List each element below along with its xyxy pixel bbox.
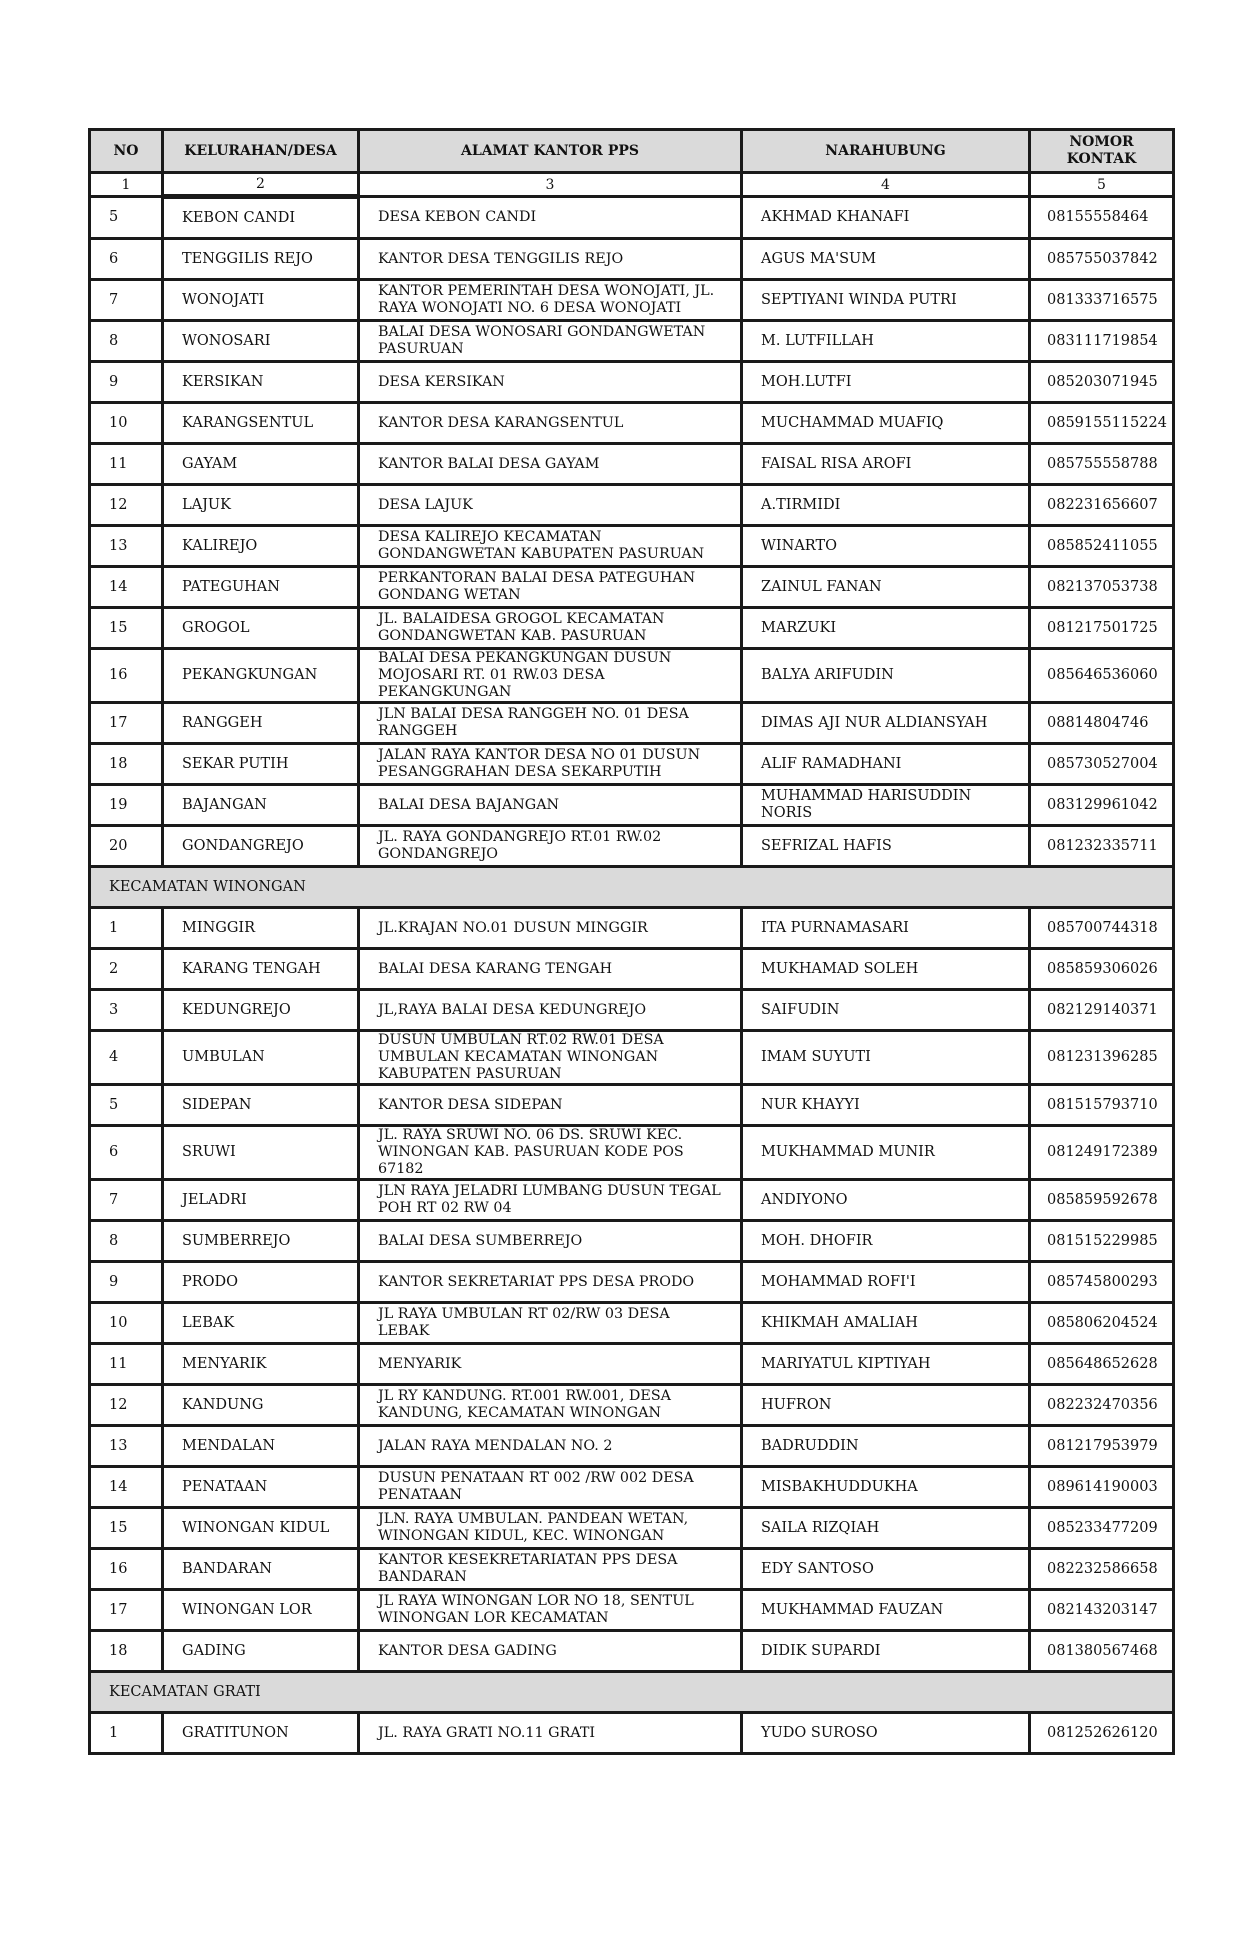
- column-number: 5: [1030, 173, 1174, 197]
- table-row: [90, 1631, 1174, 1672]
- section-row: [90, 1672, 1174, 1713]
- table-row: [90, 649, 1174, 703]
- cell-phone: 081380567468: [1030, 1631, 1174, 1672]
- cell-village: PENATAAN: [163, 1467, 359, 1508]
- section-row: [90, 867, 1174, 908]
- table-row: [90, 744, 1174, 785]
- cell-address: BALAI DESA BAJANGAN: [359, 785, 742, 826]
- cell-address: JL RAYA WINONGAN LOR NO 18, SENTUL WINONGAN LOR KECAMATAN: [359, 1590, 742, 1631]
- cell-contact-person: MARIYATUL KIPTIYAH: [742, 1344, 1030, 1385]
- cell-village: GRATITUNON: [163, 1713, 359, 1754]
- cell-no: 6: [90, 1126, 163, 1180]
- cell-phone: 082232470356: [1030, 1385, 1174, 1426]
- cell-contact-person: DIDIK SUPARDI: [742, 1631, 1030, 1672]
- cell-contact-person: SAIFUDIN: [742, 990, 1030, 1031]
- cell-no: 11: [90, 444, 163, 485]
- table-row: [90, 608, 1174, 649]
- cell-village: WINONGAN KIDUL: [163, 1508, 359, 1549]
- cell-address: DESA KEBON CANDI: [359, 197, 742, 239]
- cell-address: KANTOR DESA GADING: [359, 1631, 742, 1672]
- cell-no: 3: [90, 990, 163, 1031]
- table-row: [90, 908, 1174, 949]
- cell-phone: 081217501725: [1030, 608, 1174, 649]
- cell-no: 7: [90, 280, 163, 321]
- cell-no: 9: [90, 362, 163, 403]
- cell-phone: 081333716575: [1030, 280, 1174, 321]
- cell-village: KARANG TENGAH: [163, 949, 359, 990]
- cell-village: PRODO: [163, 1262, 359, 1303]
- cell-address: KANTOR SEKRETARIAT PPS DESA PRODO: [359, 1262, 742, 1303]
- cell-no: 17: [90, 703, 163, 744]
- cell-no: 9: [90, 1262, 163, 1303]
- cell-contact-person: YUDO SUROSO: [742, 1713, 1030, 1754]
- cell-no: 16: [90, 649, 163, 703]
- cell-phone: 085730527004: [1030, 744, 1174, 785]
- cell-phone: 081217953979: [1030, 1426, 1174, 1467]
- table-row: [90, 1385, 1174, 1426]
- cell-village: WINONGAN LOR: [163, 1590, 359, 1631]
- table-row: [90, 1713, 1174, 1754]
- cell-village: KEDUNGREJO: [163, 990, 359, 1031]
- cell-no: 15: [90, 608, 163, 649]
- cell-phone: 08155558464: [1030, 197, 1174, 239]
- cell-contact-person: NUR KHAYYI: [742, 1085, 1030, 1126]
- cell-contact-person: DIMAS AJI NUR ALDIANSYAH: [742, 703, 1030, 744]
- cell-contact-person: A.TIRMIDI: [742, 485, 1030, 526]
- cell-village: GADING: [163, 1631, 359, 1672]
- cell-village: MENDALAN: [163, 1426, 359, 1467]
- cell-phone: 085859306026: [1030, 949, 1174, 990]
- cell-contact-person: MUCHAMMAD MUAFIQ: [742, 403, 1030, 444]
- cell-address: KANTOR DESA KARANGSENTUL: [359, 403, 742, 444]
- table-body: [90, 197, 1174, 1754]
- cell-phone: 082232586658: [1030, 1549, 1174, 1590]
- section-title: KECAMATAN GRATI: [90, 1672, 1174, 1713]
- cell-contact-person: MISBAKHUDDUKHA: [742, 1467, 1030, 1508]
- cell-no: 20: [90, 826, 163, 867]
- cell-contact-person: MUKHAMMAD MUNIR: [742, 1126, 1030, 1180]
- cell-no: 18: [90, 744, 163, 785]
- cell-phone: 081515229985: [1030, 1221, 1174, 1262]
- cell-address: DESA KERSIKAN: [359, 362, 742, 403]
- cell-contact-person: AKHMAD KHANAFI: [742, 197, 1030, 239]
- cell-village: SUMBERREJO: [163, 1221, 359, 1262]
- cell-phone: 085233477209: [1030, 1508, 1174, 1549]
- cell-contact-person: MUKHAMAD SOLEH: [742, 949, 1030, 990]
- cell-address: JL. RAYA GONDANGREJO RT.01 RW.02 GONDANGREJO: [359, 826, 742, 867]
- column-number: 1: [90, 173, 163, 197]
- cell-contact-person: MOH. DHOFIR: [742, 1221, 1030, 1262]
- cell-no: 13: [90, 526, 163, 567]
- cell-contact-person: ALIF RAMADHANI: [742, 744, 1030, 785]
- cell-address: KANTOR PEMERINTAH DESA WONOJATI, JL. RAYA WONOJATI NO. 6 DESA WONOJATI: [359, 280, 742, 321]
- cell-contact-person: BALYA ARIFUDIN: [742, 649, 1030, 703]
- cell-contact-person: BADRUDDIN: [742, 1426, 1030, 1467]
- cell-village: WONOJATI: [163, 280, 359, 321]
- table-row: [90, 1426, 1174, 1467]
- cell-phone: 083129961042: [1030, 785, 1174, 826]
- cell-phone: 08814804746: [1030, 703, 1174, 744]
- cell-no: 1: [90, 908, 163, 949]
- cell-address: DESA KALIREJO KECAMATAN GONDANGWETAN KABUPATEN PASURUAN: [359, 526, 742, 567]
- table-row: [90, 1467, 1174, 1508]
- column-number: 2: [163, 173, 359, 197]
- table-row: [90, 1262, 1174, 1303]
- cell-no: 18: [90, 1631, 163, 1672]
- table-row: [90, 1303, 1174, 1344]
- table-row: [90, 1549, 1174, 1590]
- cell-village: SEKAR PUTIH: [163, 744, 359, 785]
- cell-village: KERSIKAN: [163, 362, 359, 403]
- cell-contact-person: SEFRIZAL HAFIS: [742, 826, 1030, 867]
- cell-village: PEKANGKUNGAN: [163, 649, 359, 703]
- cell-address: BALAI DESA KARANG TENGAH: [359, 949, 742, 990]
- cell-phone: 082143203147: [1030, 1590, 1174, 1631]
- cell-no: 10: [90, 403, 163, 444]
- cell-village: JELADRI: [163, 1180, 359, 1221]
- cell-phone: 085852411055: [1030, 526, 1174, 567]
- cell-village: GAYAM: [163, 444, 359, 485]
- cell-village: RANGGEH: [163, 703, 359, 744]
- cell-village: GROGOL: [163, 608, 359, 649]
- cell-contact-person: M. LUTFILLAH: [742, 321, 1030, 362]
- cell-no: 15: [90, 1508, 163, 1549]
- cell-phone: 082129140371: [1030, 990, 1174, 1031]
- cell-no: 12: [90, 485, 163, 526]
- pps-contact-table: [88, 128, 1175, 1755]
- table-row: [90, 1590, 1174, 1631]
- cell-no: 16: [90, 1549, 163, 1590]
- section-title: KECAMATAN WINONGAN: [90, 867, 1174, 908]
- cell-no: 14: [90, 567, 163, 608]
- cell-village: KALIREJO: [163, 526, 359, 567]
- cell-no: 2: [90, 949, 163, 990]
- header-row: [90, 130, 1174, 173]
- cell-phone: 085755037842: [1030, 239, 1174, 280]
- table-row: [90, 197, 1174, 239]
- cell-phone: 085755558788: [1030, 444, 1174, 485]
- cell-village: LAJUK: [163, 485, 359, 526]
- cell-no: 4: [90, 1031, 163, 1085]
- cell-contact-person: IMAM SUYUTI: [742, 1031, 1030, 1085]
- cell-address: KANTOR DESA TENGGILIS REJO: [359, 239, 742, 280]
- cell-village: BANDARAN: [163, 1549, 359, 1590]
- cell-contact-person: ZAINUL FANAN: [742, 567, 1030, 608]
- cell-village: PATEGUHAN: [163, 567, 359, 608]
- cell-contact-person: WINARTO: [742, 526, 1030, 567]
- cell-contact-person: SAILA RIZQIAH: [742, 1508, 1030, 1549]
- cell-village: SRUWI: [163, 1126, 359, 1180]
- table-row: [90, 1031, 1174, 1085]
- cell-no: 5: [90, 197, 163, 239]
- cell-contact-person: MUKHAMMAD FAUZAN: [742, 1590, 1030, 1631]
- cell-no: 7: [90, 1180, 163, 1221]
- cell-village: MENYARIK: [163, 1344, 359, 1385]
- cell-phone: 081249172389: [1030, 1126, 1174, 1180]
- cell-phone: 081252626120: [1030, 1713, 1174, 1754]
- cell-contact-person: MUHAMMAD HARISUDDIN NORIS: [742, 785, 1030, 826]
- cell-contact-person: SEPTIYANI WINDA PUTRI: [742, 280, 1030, 321]
- cell-address: JL RAYA UMBULAN RT 02/RW 03 DESA LEBAK: [359, 1303, 742, 1344]
- cell-address: JL. RAYA SRUWI NO. 06 DS. SRUWI KEC. WINONGAN KAB. PASURUAN KODE POS 67182: [359, 1126, 742, 1180]
- table-row: [90, 526, 1174, 567]
- cell-phone: 085745800293: [1030, 1262, 1174, 1303]
- cell-no: 12: [90, 1385, 163, 1426]
- cell-address: JLN BALAI DESA RANGGEH NO. 01 DESA RANGGEH: [359, 703, 742, 744]
- cell-no: 13: [90, 1426, 163, 1467]
- cell-phone: 085203071945: [1030, 362, 1174, 403]
- cell-phone: 0859155115224: [1030, 403, 1174, 444]
- header-no: NO: [90, 130, 163, 173]
- header-contact-person: NARAHUBUNG: [742, 130, 1030, 173]
- table-row: [90, 1180, 1174, 1221]
- cell-address: KANTOR DESA SIDEPAN: [359, 1085, 742, 1126]
- cell-phone: 085646536060: [1030, 649, 1174, 703]
- table-row: [90, 362, 1174, 403]
- table-row: [90, 280, 1174, 321]
- cell-no: 14: [90, 1467, 163, 1508]
- cell-address: JL RY KANDUNG. RT.001 RW.001, DESA KANDUNG, KECAMATAN WINONGAN: [359, 1385, 742, 1426]
- cell-village: KANDUNG: [163, 1385, 359, 1426]
- cell-village: LEBAK: [163, 1303, 359, 1344]
- cell-phone: 082231656607: [1030, 485, 1174, 526]
- cell-phone: 082137053738: [1030, 567, 1174, 608]
- table-row: [90, 1221, 1174, 1262]
- cell-contact-person: HUFRON: [742, 1385, 1030, 1426]
- cell-village: KEBON CANDI: [163, 197, 359, 239]
- cell-no: 5: [90, 1085, 163, 1126]
- cell-contact-person: EDY SANTOSO: [742, 1549, 1030, 1590]
- cell-no: 11: [90, 1344, 163, 1385]
- cell-address: KANTOR KESEKRETARIATAN PPS DESA BANDARAN: [359, 1549, 742, 1590]
- cell-village: TENGGILIS REJO: [163, 239, 359, 280]
- column-number-row: [90, 173, 1174, 197]
- cell-address: JL.KRAJAN NO.01 DUSUN MINGGIR: [359, 908, 742, 949]
- cell-village: MINGGIR: [163, 908, 359, 949]
- cell-address: DUSUN PENATAAN RT 002 /RW 002 DESA PENATAAN: [359, 1467, 742, 1508]
- cell-no: 10: [90, 1303, 163, 1344]
- cell-phone: 081515793710: [1030, 1085, 1174, 1126]
- table-row: [90, 826, 1174, 867]
- cell-address: MENYARIK: [359, 1344, 742, 1385]
- table-row: [90, 1085, 1174, 1126]
- cell-address: JL,RAYA BALAI DESA KEDUNGREJO: [359, 990, 742, 1031]
- cell-phone: 085859592678: [1030, 1180, 1174, 1221]
- cell-phone: 085648652628: [1030, 1344, 1174, 1385]
- cell-contact-person: ANDIYONO: [742, 1180, 1030, 1221]
- cell-address: KANTOR BALAI DESA GAYAM: [359, 444, 742, 485]
- table-row: [90, 1344, 1174, 1385]
- cell-address: JL. BALAIDESA GROGOL KECAMATAN GONDANGWETAN KAB. PASURUAN: [359, 608, 742, 649]
- cell-no: 8: [90, 321, 163, 362]
- cell-village: KARANGSENTUL: [163, 403, 359, 444]
- cell-phone: 089614190003: [1030, 1467, 1174, 1508]
- cell-contact-person: ITA PURNAMASARI: [742, 908, 1030, 949]
- cell-address: JLN RAYA JELADRI LUMBANG DUSUN TEGAL POH RT 02 RW 04: [359, 1180, 742, 1221]
- table-header: [90, 130, 1174, 197]
- cell-village: UMBULAN: [163, 1031, 359, 1085]
- cell-phone: 085806204524: [1030, 1303, 1174, 1344]
- cell-address: JL. RAYA GRATI NO.11 GRATI: [359, 1713, 742, 1754]
- table-row: [90, 949, 1174, 990]
- cell-address: JALAN RAYA MENDALAN NO. 2: [359, 1426, 742, 1467]
- cell-phone: 085700744318: [1030, 908, 1174, 949]
- cell-contact-person: MOHAMMAD ROFI'I: [742, 1262, 1030, 1303]
- cell-address: PERKANTORAN BALAI DESA PATEGUHAN GONDANG WETAN: [359, 567, 742, 608]
- cell-contact-person: FAISAL RISA AROFI: [742, 444, 1030, 485]
- cell-address: JALAN RAYA KANTOR DESA NO 01 DUSUN PESANGGRAHAN DESA SEKARPUTIH: [359, 744, 742, 785]
- table-row: [90, 485, 1174, 526]
- table-row: [90, 239, 1174, 280]
- cell-village: BAJANGAN: [163, 785, 359, 826]
- cell-village: GONDANGREJO: [163, 826, 359, 867]
- header-address: ALAMAT KANTOR PPS: [359, 130, 742, 173]
- cell-no: 1: [90, 1713, 163, 1754]
- table-row: [90, 403, 1174, 444]
- cell-phone: 083111719854: [1030, 321, 1174, 362]
- cell-address: BALAI DESA SUMBERREJO: [359, 1221, 742, 1262]
- cell-village: WONOSARI: [163, 321, 359, 362]
- table-row: [90, 444, 1174, 485]
- cell-contact-person: MOH.LUTFI: [742, 362, 1030, 403]
- cell-address: DESA LAJUK: [359, 485, 742, 526]
- cell-no: 8: [90, 1221, 163, 1262]
- cell-village: SIDEPAN: [163, 1085, 359, 1126]
- table-row: [90, 1126, 1174, 1180]
- table-row: [90, 1508, 1174, 1549]
- column-number: 4: [742, 173, 1030, 197]
- table-row: [90, 990, 1174, 1031]
- table-row: [90, 703, 1174, 744]
- cell-phone: 081232335711: [1030, 826, 1174, 867]
- cell-contact-person: MARZUKI: [742, 608, 1030, 649]
- cell-contact-person: AGUS MA'SUM: [742, 239, 1030, 280]
- cell-no: 6: [90, 239, 163, 280]
- cell-no: 17: [90, 1590, 163, 1631]
- cell-phone: 081231396285: [1030, 1031, 1174, 1085]
- table-row: [90, 567, 1174, 608]
- header-phone: NOMOR KONTAK: [1030, 130, 1174, 173]
- column-number: 3: [359, 173, 742, 197]
- cell-address: DUSUN UMBULAN RT.02 RW.01 DESA UMBULAN KECAMATAN WINONGAN KABUPATEN PASURUAN: [359, 1031, 742, 1085]
- cell-no: 19: [90, 785, 163, 826]
- header-village: KELURAHAN/DESA: [163, 130, 359, 173]
- cell-address: JLN. RAYA UMBULAN. PANDEAN WETAN, WINONGAN KIDUL, KEC. WINONGAN: [359, 1508, 742, 1549]
- table-row: [90, 785, 1174, 826]
- cell-address: BALAI DESA PEKANGKUNGAN DUSUN MOJOSARI RT. 01 RW.03 DESA PEKANGKUNGAN: [359, 649, 742, 703]
- cell-address: BALAI DESA WONOSARI GONDANGWETAN PASURUAN: [359, 321, 742, 362]
- cell-contact-person: KHIKMAH AMALIAH: [742, 1303, 1030, 1344]
- table-row: [90, 321, 1174, 362]
